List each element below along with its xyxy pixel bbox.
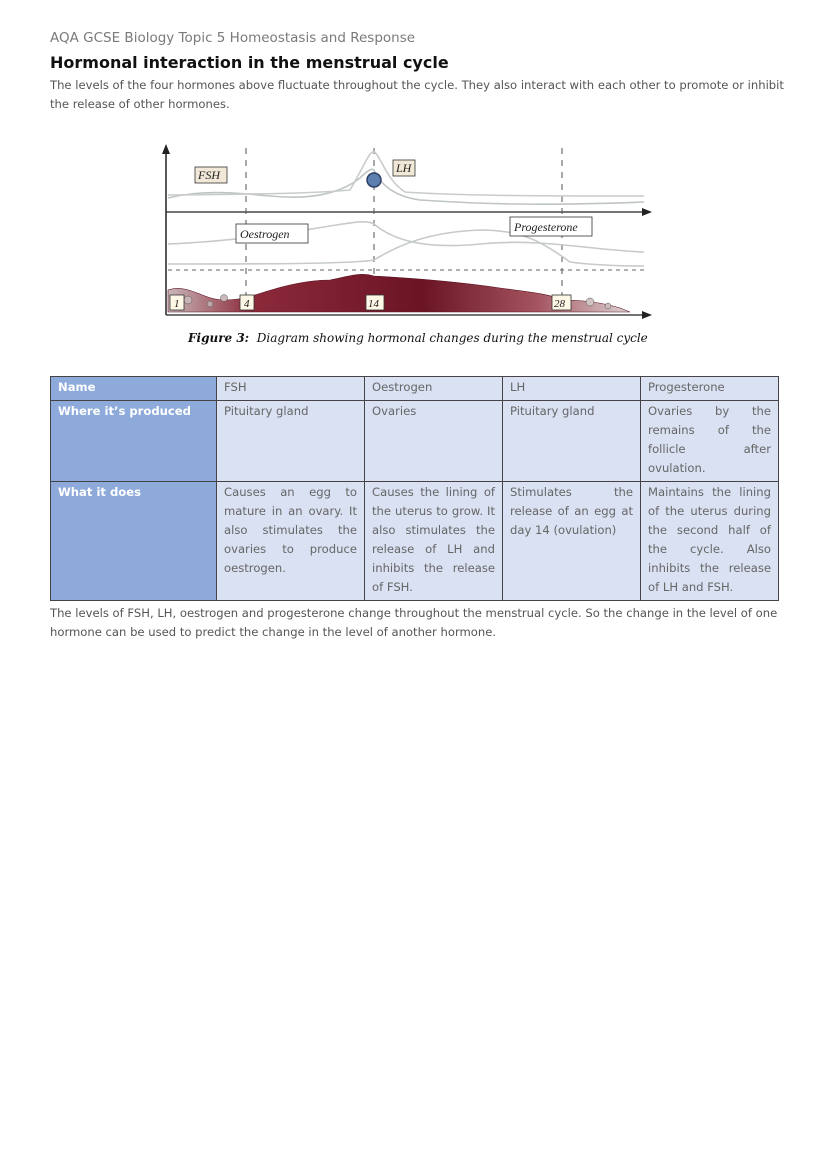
upper-x-axis-arrow xyxy=(642,208,652,216)
shed-lining-fragment xyxy=(221,295,228,302)
intro-paragraph: The levels of the four hormones above fluctuate throughout the cycle. They also interact with each other to promote or inhibit the release of other hormones. xyxy=(50,78,784,111)
table-cell: Oestrogen xyxy=(365,377,503,401)
lower-x-axis-arrow xyxy=(642,311,652,319)
figure-caption-text: Diagram showing hormonal changes during the menstrual cycle xyxy=(256,331,648,345)
progesterone-label: Progesterone xyxy=(514,220,578,234)
day-1-label: 1 xyxy=(174,298,180,310)
table-row xyxy=(51,482,779,601)
row-header-where: Where it’s produced xyxy=(51,401,217,482)
shed-lining-fragment xyxy=(207,301,213,307)
lh-label: LH xyxy=(396,161,412,175)
day-14-label: 14 xyxy=(368,298,379,310)
shed-lining-fragment xyxy=(184,296,192,304)
hormone-table xyxy=(50,376,779,601)
table-cell: Ovaries xyxy=(365,401,503,482)
fsh-label: FSH xyxy=(198,168,220,182)
table-cell: LH xyxy=(503,377,641,401)
shed-lining-fragment xyxy=(605,303,611,309)
y-axis-arrow xyxy=(162,144,170,154)
row-header-does: What it does xyxy=(51,482,217,601)
day-28-label: 28 xyxy=(554,298,565,310)
oestrogen-label: Oestrogen xyxy=(240,227,290,241)
table-cell: Progesterone xyxy=(641,377,779,401)
page-title: Hormonal interaction in the menstrual cycle xyxy=(50,53,449,72)
table-cell: Causes an egg to mature in an ovary. It also stimulates the ovaries to produce oestrogen. xyxy=(217,482,365,601)
table-cell: Ovaries by the remains of the follicle after ovulation. xyxy=(641,401,779,482)
table-cell: Causes the lining of the uterus to grow. It also stimulates the release of LH and inhibits the release of FSH. xyxy=(365,482,503,601)
summary-paragraph: The levels of FSH, LH, oestrogen and progesterone change throughout the menstrual cycle. So the change in the level of one hormone can be used to predict the change in the level of another hormone. xyxy=(50,606,778,639)
egg-icon xyxy=(367,173,381,187)
course-header: AQA GCSE Biology Topic 5 Homeostasis and Response xyxy=(50,30,416,46)
table-row xyxy=(51,401,779,482)
table-cell: Pituitary gland xyxy=(217,401,365,482)
table-cell: Maintains the lining of the uterus during the second half of the cycle. Also inhibits the release of LH and FSH. xyxy=(641,482,779,601)
figure-caption xyxy=(188,331,648,345)
row-header-name: Name xyxy=(51,377,217,401)
shed-lining-fragment xyxy=(586,298,594,306)
table-cell: Stimulates the release of an egg at day 14 (ovulation) xyxy=(503,482,641,601)
table-row xyxy=(51,377,779,401)
menstrual-cycle-diagram xyxy=(160,140,660,325)
figure-caption-prefix: Figure 3: xyxy=(188,331,250,345)
day-4-label: 4 xyxy=(244,298,250,310)
table-cell: FSH xyxy=(217,377,365,401)
table-cell: Pituitary gland xyxy=(503,401,641,482)
